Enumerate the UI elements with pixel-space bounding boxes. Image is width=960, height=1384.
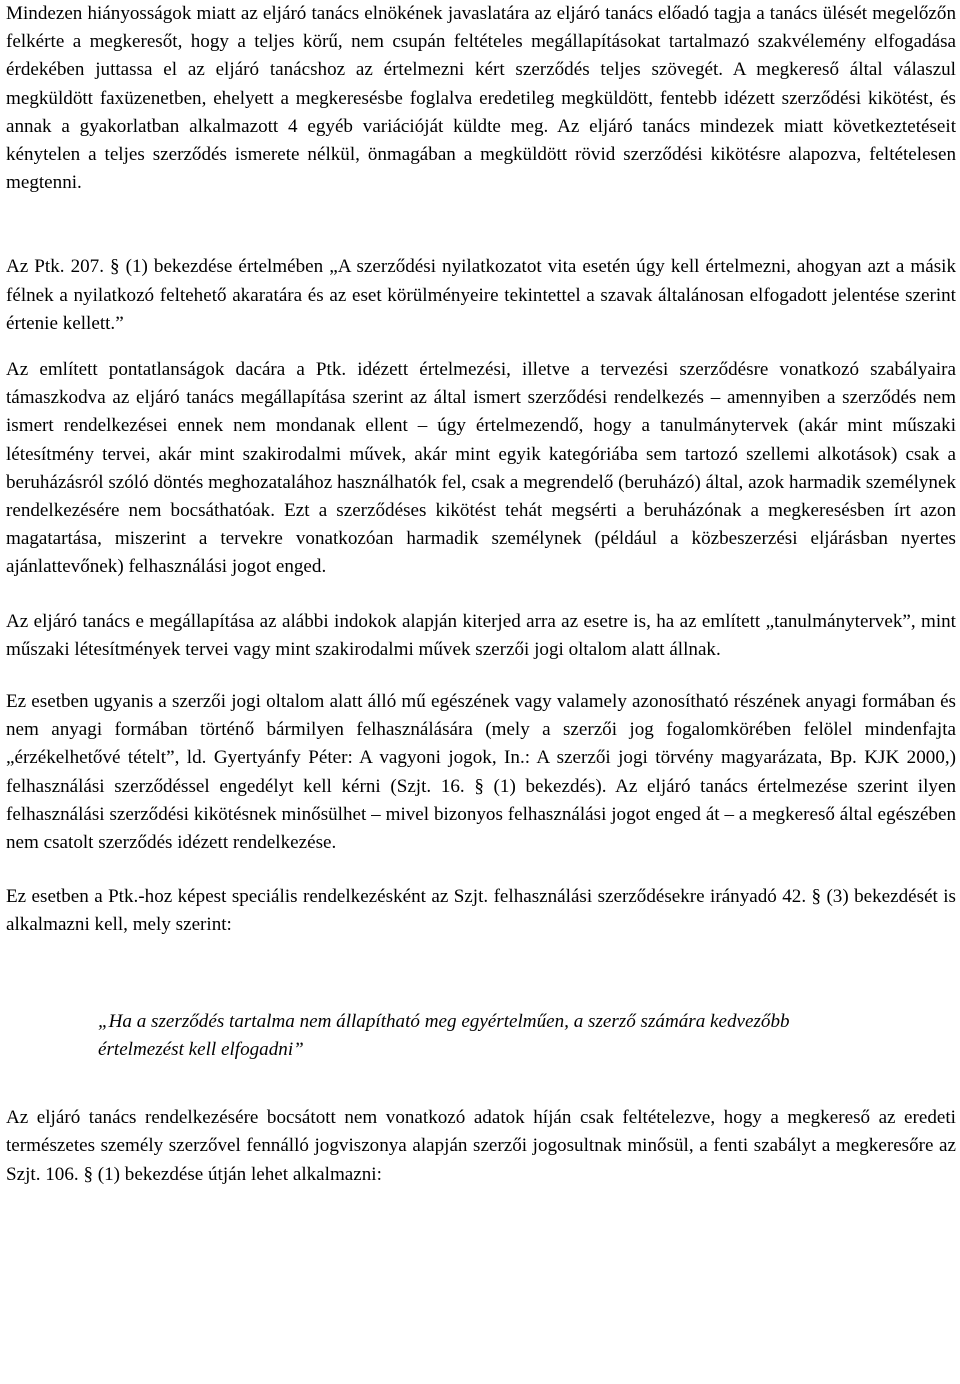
quote-szjt-42-3: „Ha a szerződés tartalma nem állapítható meg egyértelműen, a szerző számára kedvezőbb értelmezést kell elfogadni” <box>98 1010 790 1060</box>
document-page <box>6 0 956 1189</box>
paragraph-copyright-scope: Az eljáró tanács e megállapítása az alábbi indokok alapján kiterjed arra az esetre is, ha az említett „tanulmánytervek”, mint műszaki létesítmények tervei vagy mint szakirodalmi művek szerzői jogi oltalom alatt állnak. <box>6 610 956 660</box>
paragraph-szjt-106: Az eljáró tanács rendelkezésére bocsátott nem vonatkozó adatok híján csak feltételezve, hogy a megkereső az eredeti természetes személy szerzővel fennálló jogviszonya alapján szerzői jogosultnak minősül, a fenti szabályt a megkeresőre az Szjt. 106. § (1) bekezdése útján lehet alkalmazni: <box>6 1107 956 1185</box>
paragraph-szjt-42: Ez esetben a Ptk.-hoz képest speciális rendelkezésként az Szjt. felhasználási szerződésekre irányadó 42. § (3) bekezdését is alkalmazni kell, mely szerint: <box>6 886 956 936</box>
paragraph-licensing: Ez esetben ugyanis a szerzői jogi oltalom alatt álló mű egészének vagy valamely azonosítható részének anyagi formában és nem anyagi formában történő bármilyen felhasználására (mely a szerzői jog fogalomkörében felölel mindenfajta „érzékelhetővé tételt”, ld. Gyertyánfy Péter: A vagyoni jogok, In.: A szerzői jogi törvény magyarázata, Bp. KJK 2000,) felhasználási szerződéssel engedélyt kell kérni (Szjt. 16. § (1) bekezdés). Az eljáró tanács értelmezése szerint ilyen felhasználási szerződési kikötésnek minősülhet – mivel bizonyos felhasználási jogot enged át – a megkereső által egészében nem csatolt szerződés idézett rendelkezése. <box>6 691 956 854</box>
paragraph-interpretation: Az említett pontatlanságok dacára a Ptk. idézett értelmezési, illetve a tervezési szerződésre vonatkozó szabályaira támaszkodva az eljáró tanács megállapítása szerint az által ismert szerződési rendelkezés – amennyiben a szerződés nem ismert rendelkezései ennek nem mondanak ellent – úgy értelmezendő, hogy a tanulmánytervek (akár mint műszaki létesítmény tervei, akár mint szakirodalmi művek, akár mint egyik kategóriába sem tartozó szellemi alkotások) csak a beruházásról szóló döntés meghozatalához használhatók fel, csak a megrendelő (beruházó) által, azok harmadik személynek rendelkezésére nem bocsáthatóak. Ezt a szerződéses kikötést tehát megsérti a beruházónak a megkeresésben írt azon magatartása, miszerint a tervekre vonatkozóan harmadik személynek (például a közbeszerzési eljárásban nyertes ajánlattevőnek) felhasználási jogot enged. <box>6 359 956 578</box>
paragraph-request-for-contract: Mindezen hiányosságok miatt az eljáró tanács elnökének javaslatára az eljáró tanács előadó tagja a tanács ülését megelőzőn felkérte a megkeresőt, hogy a teljes körű, nem csupán feltételes megállapításokat tartalmazó szakvélemény elfogadása érdekében juttassa el az eljáró tanácshoz az értelmezni kért szerződés teljes szövegét. A megkereső által válaszul megküldött faxüzenetben, ehelyett a megkeresésbe foglalva eredetileg megküldött, fentebb idézett szerződési kikötést, és annak a gyakorlatban alkalmazott 4 egyéb variációját küldte meg. Az eljáró tanács mindezek miatt következtetéseit kénytelen a teljes szerződés ismerete nélkül, önmagában a megküldött rövid szerződési kikötésre alapozva, feltételesen megtenni. <box>6 3 956 194</box>
paragraph-ptk-207: Az Ptk. 207. § (1) bekezdése értelmében „A szerződési nyilatkozatot vita esetén úgy kell értelmezni, ahogyan azt a másik félnek a nyilatkozó feltehető akaratára és az eset körülményeire tekintettel a szavak általánosan elfogadott jelentése szerint értenie kellett.” <box>6 256 956 334</box>
